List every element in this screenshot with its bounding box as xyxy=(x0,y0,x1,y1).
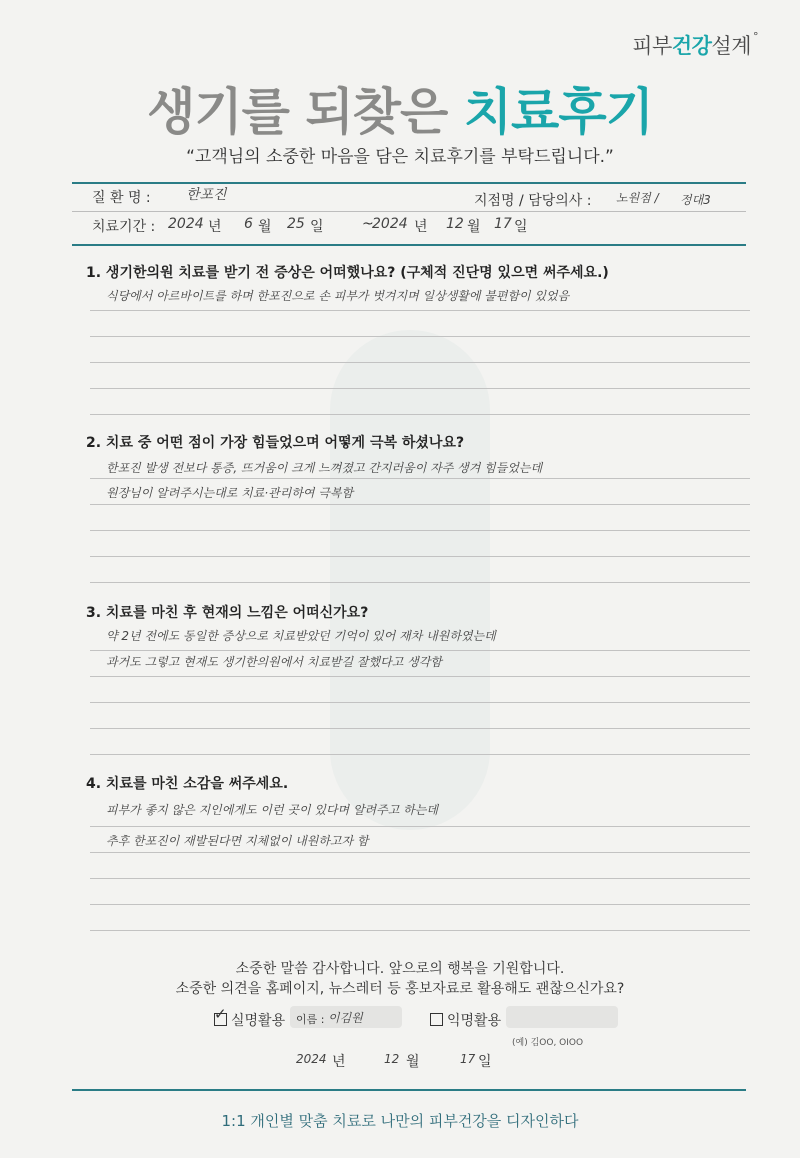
end-year[interactable]: 2024 xyxy=(372,216,408,232)
realname-option[interactable] xyxy=(214,1005,286,1030)
ruled-line xyxy=(90,878,750,879)
sign-date-day-unit: 일 xyxy=(478,1054,492,1070)
ruled-line xyxy=(90,852,750,853)
ruled-line xyxy=(90,530,750,531)
anonymous-option[interactable] xyxy=(430,1010,501,1030)
start-month-unit: 월 xyxy=(258,219,272,235)
question-2-answer-line-1[interactable]: 한포진 발생 전보다 통증, 뜨거움이 크게 느껴졌고 간지러움이 자주 생겨 힘들었는데 xyxy=(106,461,543,475)
question-3-answer-line-1[interactable]: 약 2년 전에도 동일한 증상으로 치료받았던 기억이 있어 재차 내원하였는데 xyxy=(106,629,496,643)
ruled-line xyxy=(90,388,750,389)
form-top-divider xyxy=(72,182,746,184)
logo-accent: 건강 xyxy=(671,34,712,58)
question-1-label: 1. 생기한의원 치료를 받기 전 증상은 어떠했나요? (구체적 진단명 있으면 써주세요.) xyxy=(86,265,609,281)
logo-mark: ° xyxy=(753,30,758,43)
question-3-answer-line-2[interactable]: 과거도 그렇고 현재도 생기한의원에서 치료받길 잘했다고 생각함 xyxy=(106,655,442,669)
footer-slogan: 1:1 개인별 맞춤 치료로 나만의 피부건강을 디자인하다 xyxy=(221,1112,579,1130)
end-day[interactable]: 17 xyxy=(494,216,512,232)
ruled-line xyxy=(90,478,750,479)
ruled-line xyxy=(90,728,750,729)
ruled-line xyxy=(90,310,750,311)
name-field-value[interactable]: 이김원 xyxy=(328,1011,363,1025)
ruled-line xyxy=(90,754,750,755)
closing-thanks: 소중한 말씀 감사합니다. 앞으로의 행복을 기원합니다. xyxy=(235,961,565,977)
branch-value[interactable]: 노원점 / xyxy=(616,191,659,205)
logo-suffix: 설계 xyxy=(711,34,751,58)
ruled-line xyxy=(90,702,750,703)
ruled-line xyxy=(90,414,750,415)
ruled-line xyxy=(90,582,750,583)
question-4-answer-line-1[interactable]: 피부가 좋지 않은 지인에게도 이런 곳이 있다며 알려주고 하는데 xyxy=(106,803,438,817)
period-tilde: ~ xyxy=(362,216,374,232)
sign-date-year-unit: 년 xyxy=(332,1054,346,1070)
ruled-line xyxy=(90,930,750,931)
ruled-line xyxy=(90,904,750,905)
logo-prefix: 피부 xyxy=(632,34,672,58)
ruled-line xyxy=(90,362,750,363)
question-2-answer-line-2[interactable]: 원장님이 알려주시는대로 치료·관리하여 극복함 xyxy=(106,486,354,500)
anonymous-label: 익명활용 xyxy=(447,1013,502,1029)
page-subtitle: “고객님의 소중한 마음을 담은 치료후기를 부탁드립니다.” xyxy=(186,147,614,167)
watermark-shape xyxy=(330,330,490,830)
title-part1: 생기를 되찾은 xyxy=(147,83,448,141)
closing-consent-question: 소중한 의견을 홈페이지, 뉴스레터 등 홍보자료로 활용해도 괜찮으신가요? xyxy=(175,981,625,997)
ruled-line xyxy=(90,826,750,827)
question-3-label: 3. 치료를 마친 후 현재의 느낌은 어떠신가요? xyxy=(86,605,369,621)
footer-divider xyxy=(72,1089,746,1091)
start-year[interactable]: 2024 xyxy=(168,216,204,232)
ruled-line xyxy=(90,336,750,337)
disease-name-label: 질 환 명 : xyxy=(92,190,151,206)
start-month[interactable]: 6 xyxy=(244,216,253,232)
form-bottom-divider xyxy=(72,244,746,246)
question-1-answer-line-1[interactable]: 식당에서 아르바이트를 하며 한포진으로 손 피부가 벗겨지며 일상생활에 불편함이 있었음 xyxy=(106,289,570,303)
sign-date-year[interactable]: 2024 xyxy=(296,1052,327,1066)
end-year-unit: 년 xyxy=(414,219,428,235)
title-part2: 치료후기 xyxy=(463,83,653,141)
end-month-unit: 월 xyxy=(467,219,481,235)
ruled-line xyxy=(90,676,750,677)
realname-label: 실명활용 xyxy=(231,1013,286,1029)
doctor-value[interactable]: 정대3 xyxy=(680,193,711,207)
anonymous-checkbox[interactable] xyxy=(430,1013,443,1026)
realname-checkbox[interactable] xyxy=(214,1005,227,1026)
ruled-line xyxy=(90,650,750,651)
question-4-answer-line-2[interactable]: 추후 한포진이 재발된다면 지체없이 내원하고자 함 xyxy=(106,834,369,848)
branch-doctor-label: 지점명 / 담당의사 : xyxy=(474,193,592,209)
disease-name-value[interactable]: 한포진 xyxy=(186,187,227,203)
checkmark-icon: ✓ xyxy=(214,1005,227,1023)
ruled-line xyxy=(90,504,750,505)
anonymous-example: (예) 김OO, OIOO xyxy=(512,1038,584,1048)
start-day-unit: 일 xyxy=(310,219,324,235)
ruled-line xyxy=(90,556,750,557)
sign-date-month-unit: 월 xyxy=(406,1054,420,1070)
question-2-label: 2. 치료 중 어떤 점이 가장 힘들었으며 어떻게 극복 하셨나요? xyxy=(86,435,465,451)
end-day-unit: 일 xyxy=(514,219,528,235)
start-year-unit: 년 xyxy=(208,219,222,235)
sign-date-day[interactable]: 17 xyxy=(460,1052,476,1066)
brand-logo xyxy=(632,30,758,60)
treatment-period-label: 치료기간 : xyxy=(92,219,156,235)
question-4-label: 4. 치료를 마친 소감을 써주세요. xyxy=(86,776,289,792)
sign-date-month[interactable]: 12 xyxy=(384,1052,400,1066)
start-day[interactable]: 25 xyxy=(287,216,305,232)
form-middle-divider xyxy=(72,211,746,212)
name-field-label: 이름 : xyxy=(296,1013,325,1026)
end-month[interactable]: 12 xyxy=(446,216,464,232)
page-title xyxy=(0,72,800,144)
anonymous-field[interactable] xyxy=(506,1006,618,1028)
